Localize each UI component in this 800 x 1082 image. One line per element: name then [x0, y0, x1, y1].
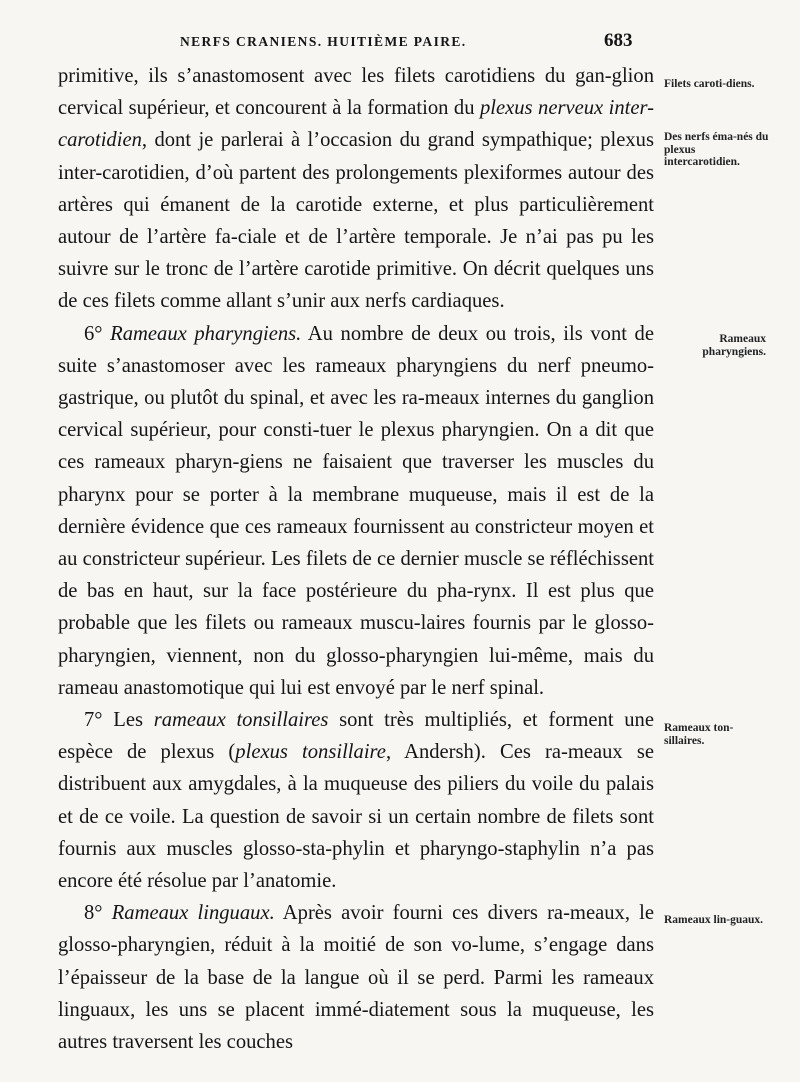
text-run: , Andersh). Ces ra-meaux se distribuent aux amygdales, à la muqueuse des piliers du voile du palais et de ce voile. La question de savoir si un certain nombre de filets sont fournis aux muscles glosso-sta-phylin et pharyngo-staphylin n’a pas encore été résolue par l’anatomie. [58, 741, 654, 893]
italic-term: plexus nerveux inter-carotidien [58, 97, 654, 152]
text-run: Après avoir fourni ces divers ra-meaux, le glosso-pharyngien, réduit à la moitié de son vo-lume, s’engage dans l’épaisseur de la base de la langue où il se perd. Parmi les rameaux linguaux, les uns se placent immé-diatement sous la muqueuse, les autres traversent les couches [58, 902, 655, 1054]
text-run: 6° [84, 322, 111, 345]
text-run: 8° [84, 902, 112, 925]
paragraph [58, 897, 654, 1058]
page-header [0, 30, 800, 60]
main-text [58, 60, 654, 1058]
sidenote-filets-carotidiens: Filets caroti-diens. [664, 78, 755, 90]
text-run: Au nombre de deux ou trois, ils vont de suite s’anastomoser avec les rameaux pharyngiens du nerf pneumo-gastrique, ou plutôt du spinal, et avec les ra-meaux internes du ganglion cervical supérieur, pour consti-tuer le plexus pharyngien. On a dit que ces rameaux pharyn-giens ne faisaient que traverser les muscles du pharynx pour se porter à la membrane muqueuse, mais il est de la dernière évidence que ces rameaux fournissent au constricteur moyen et au constricteur supérieur. Les filets de ce dernier muscle se réfléchissent de bas en haut, sur la face postérieure du pha-rynx. Il est plus que probable que les filets ou rameaux muscu-laires fournis par le glosso-pharyngien, viennent, non du glosso-pharyngien lui-même, mais du rameau anastomotique qui lui est envoyé par le nerf spinal. [58, 322, 654, 699]
paragraph [58, 318, 654, 704]
sidenote-rameaux-linguaux: Rameaux lin-guaux. [664, 914, 764, 926]
italic-term: rameaux tonsillaires [153, 709, 329, 732]
sidenote-nerfs-intercarotidien: Des nerfs éma-nés du plexus intercarotidien. [664, 131, 769, 168]
text-run: primitive, ils s’anastomosent avec les filets carotidiens du gan-glion cervical supérieur, et concourent à la formation du [58, 65, 654, 120]
italic-term: Rameaux linguaux. [111, 902, 275, 925]
sidenote-rameaux-pharyngiens: Rameaux pharyngiens. [702, 333, 766, 358]
sidenote-rameaux-tonsillaires: Rameaux ton-sillaires. [664, 722, 734, 747]
text-run: , dont je parlerai à l’occasion du grand sympathique; plexus inter-carotidien, d’où partent des prolongements plexiformes autour des artères qui émanent de la carotide externe, et plus particulièrement autour de l’artère fa-ciale et de l’artère temporale. Je n’ai pas pu les suivre sur le tronc de l’artère carotide primitive. On décrit quelques uns de ces filets comme allant s’unir aux nerfs cardiaques. [58, 129, 654, 313]
italic-term: Rameaux pharyngiens. [110, 322, 302, 345]
text-run: 7° Les [84, 709, 154, 732]
page-number: 683 [604, 30, 633, 51]
running-head: NERFS CRANIENS. HUITIÈME PAIRE. [180, 34, 467, 49]
paragraph [58, 60, 654, 318]
text-run: sont très multipliés, et forment une espèce de plexus ( [58, 709, 654, 764]
paragraph [58, 704, 654, 897]
italic-term: plexus tonsillaire [235, 741, 386, 764]
